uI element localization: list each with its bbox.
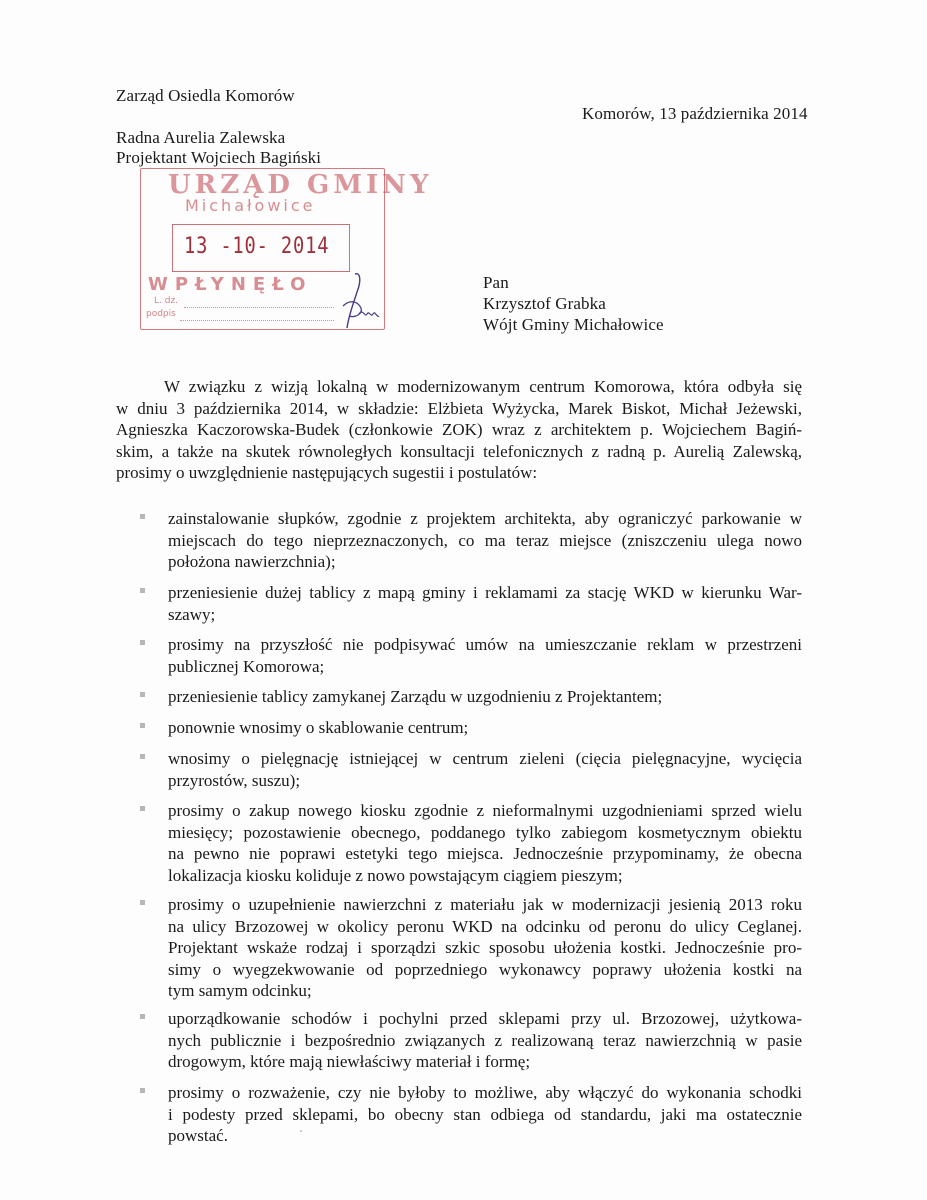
intro-row: skim, a także na skutek równoległych konsultacji telefonicznych z radną p. Aurelią Zalewską, — [116, 441, 802, 461]
intro-row: prosimy o uwzględnienie następujących sugestii i postulatów: — [116, 463, 538, 482]
stamp-ldz-line — [184, 307, 334, 308]
bullet-icon — [140, 1014, 145, 1019]
list-item-text: przeniesienie dużej tablicy z mapą gminy i reklamami za stację WKD w kierunku War- szawy; — [168, 583, 802, 624]
scan-speck — [300, 1130, 302, 1132]
list-item-text: ponownie wnosimy o skablowanie centrum; — [168, 718, 469, 737]
list-item-text: prosimy o uzupełnienie nawierzchni z materiału jak w modernizacji jesienią 2013 roku na ulicy Brzozowej w okolicy peronu WKD na odcinku od peronu do ulicy Ceglanej. Projektant wskaże rodzaj i sporządzi szkic sposobu ułożenia kostki. Jednocześnie pro- simy o wyegzekwowanie od poprzedniego wykonawcy poprawy ułożenia kostki na tym samym odcinku; — [168, 895, 802, 1000]
intro-paragraph — [116, 376, 802, 484]
list-item-text: prosimy o rozważenie, czy nie byłoby to możliwe, aby włączyć do wykonania schodki i podesty przed sklepami, bo obecny stan odbiega od standardu, jaki ma ostatecznie powstać. — [168, 1083, 802, 1145]
intro-row: w dniu 3 października 2014, w składzie: Elżbieta Wyżycka, Marek Biskot, Michał Jeżewski, — [116, 398, 802, 418]
list-item-text: zainstalowanie słupków, zgodnie z projektem architekta, aby ograniczyć parkowanie w miejscach do tego nieprzeznaczonych, co ma teraz miejsce (zniszczeniu ulega nowo położona nawierzchnia); — [168, 509, 802, 571]
letter-date: Komorów, 13 października 2014 — [582, 104, 808, 123]
stamp-title: URZĄD GMINY — [168, 170, 433, 200]
bullet-icon — [140, 900, 145, 905]
bullet-icon — [140, 588, 145, 593]
sender-councillor: Radna Aurelia Zalewska — [116, 128, 286, 147]
list-item-text: prosimy o zakup nowego kiosku zgodnie z nieformalnymi uzgodnieniami sprzed wielu miesięcy; pozostawienie obecnego, poddanego tylko zabiegom kosmetycznym obiektu na pewno nie poprawi estetyki tego miejsca. Jednocześnie przypominamy, że obecna lokalizacja kiosku koliduje z nowo powstającym ciągiem pieszym; — [168, 801, 802, 885]
stamp-subtitle: Michałowice — [185, 196, 316, 215]
stamp-podpis-line — [180, 320, 334, 321]
addressee-salutation: Pan — [483, 273, 509, 292]
bullet-icon — [140, 754, 145, 759]
list-item-text: wnosimy o pielęgnację istniejącej w centrum zieleni (cięcia pielęgnacyjne, wycięcia przyrostów, suszu); — [168, 749, 802, 790]
addressee-title: Wójt Gminy Michałowice — [483, 315, 664, 334]
intro-row: Agnieszka Kaczorowska-Budek (członkowie ZOK) wraz z architektem p. Wojciechem Bagiń- — [116, 420, 802, 439]
bullet-icon — [140, 692, 145, 697]
sender-organization: Zarząd Osiedla Komorów — [116, 86, 295, 105]
list-item-text: przeniesienie tablicy zamykanej Zarządu w uzgodnieniu z Projektantem; — [168, 687, 663, 706]
bullet-icon — [140, 723, 145, 728]
bullet-icon — [140, 1088, 145, 1093]
bullet-icon — [140, 640, 145, 645]
list-item-text: uporządkowanie schodów i pochylni przed sklepami przy ul. Brzozowej, użytkowa- nych publicznie i bezpośrednio związanych z realizowaną teraz nawierzchnią w pasie drogowym, które mają niewłaściwy materiał i formę; — [168, 1009, 802, 1071]
stamp-date: 13 -10- 2014 — [184, 234, 330, 259]
sender-designer: Projektant Wojciech Bagiński — [116, 148, 322, 167]
addressee-name: Krzysztof Grabka — [483, 294, 606, 313]
bullet-icon — [140, 514, 145, 519]
handwritten-signature — [335, 270, 380, 332]
stamp-ldz-label: L. dz. — [154, 296, 179, 306]
stamp-podpis-label: podpis — [146, 309, 176, 319]
stamp-received: WPŁYNĘŁO — [148, 274, 313, 295]
list-item-text: prosimy na przyszłość nie podpisywać umów na umieszczanie reklam w przestrzeni publicznej Komorowa; — [168, 635, 802, 676]
intro-row: W związku z wizją lokalną w modernizowanym centrum Komorowa, która odbyła się — [164, 377, 802, 396]
bullet-icon — [140, 806, 145, 811]
